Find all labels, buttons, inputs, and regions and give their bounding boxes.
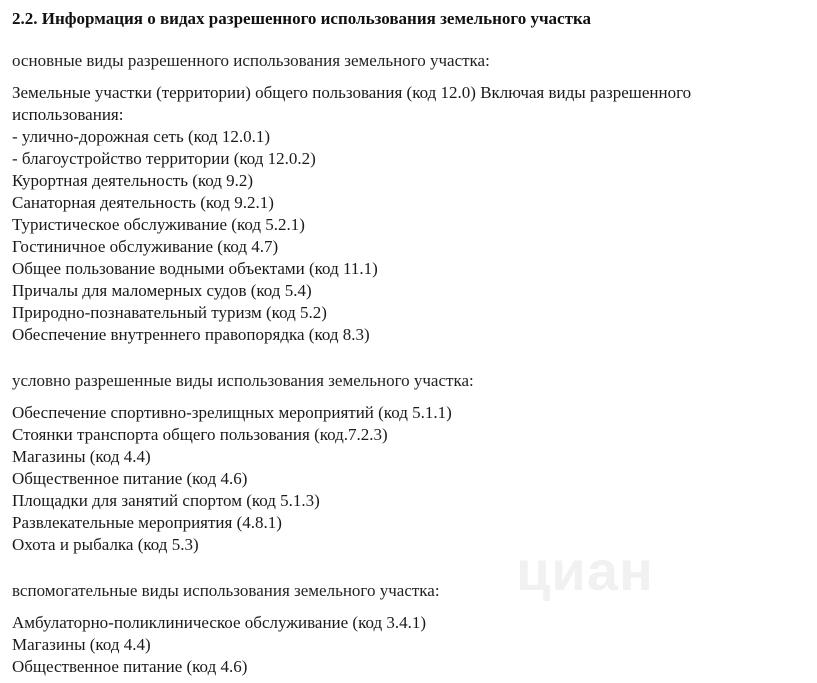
main-uses-intro-line-2: использования: (12, 105, 124, 124)
list-item: - благоустройство территории (код 12.0.2) (12, 149, 316, 168)
list-item: Гостиничное обслуживание (код 4.7) (12, 237, 279, 256)
list-item: Природно-познавательный туризм (код 5.2) (12, 303, 327, 322)
list-item: Развлекательные мероприятия (4.8.1) (12, 513, 282, 532)
list-item: Магазины (код 4.4) (12, 447, 151, 466)
main-uses-title: основные виды разрешенного использования земельного участка: (12, 51, 490, 70)
list-item: Общественное питание (код 4.6) (12, 469, 248, 488)
list-item: Санаторная деятельность (код 9.2.1) (12, 193, 274, 212)
list-item: Охота и рыбалка (код 5.3) (12, 535, 199, 554)
list-item: Курортная деятельность (код 9.2) (12, 171, 254, 190)
list-item: Туристическое обслуживание (код 5.2.1) (12, 215, 305, 234)
list-item: Обеспечение спортивно-зрелищных мероприятий (код 5.1.1) (12, 403, 452, 422)
watermark-logo: циан (516, 539, 654, 602)
list-item: Общественное питание (код 4.6) (12, 657, 248, 676)
auxiliary-uses-list (12, 612, 808, 678)
main-uses-intro-line-1: Земельные участки (территории) общего пользования (код 12.0) Включая виды разрешенного (12, 83, 692, 102)
auxiliary-uses-title: вспомогательные виды использования земельного участка: (12, 581, 440, 600)
list-item: - улично-дорожная сеть (код 12.0.1) (12, 127, 271, 146)
list-item: Амбулаторно-поликлиническое обслуживание (код 3.4.1) (12, 613, 427, 632)
list-item: Общее пользование водными объектами (код 11.1) (12, 259, 378, 278)
conditional-uses-list (12, 402, 808, 556)
list-item: Площадки для занятий спортом (код 5.1.3) (12, 491, 320, 510)
list-item: Причалы для маломерных судов (код 5.4) (12, 281, 312, 300)
list-item: Стоянки транспорта общего пользования (код.7.2.3) (12, 425, 388, 444)
document-heading: 2.2. Информация о видах разрешенного использования земельного участка (12, 9, 591, 28)
document-page (12, 8, 808, 678)
conditional-uses-title: условно разрешенные виды использования земельного участка: (12, 371, 474, 390)
list-item: Обеспечение внутреннего правопорядка (код 8.3) (12, 325, 370, 344)
list-item: Магазины (код 4.4) (12, 635, 151, 654)
main-uses-list (12, 82, 808, 346)
